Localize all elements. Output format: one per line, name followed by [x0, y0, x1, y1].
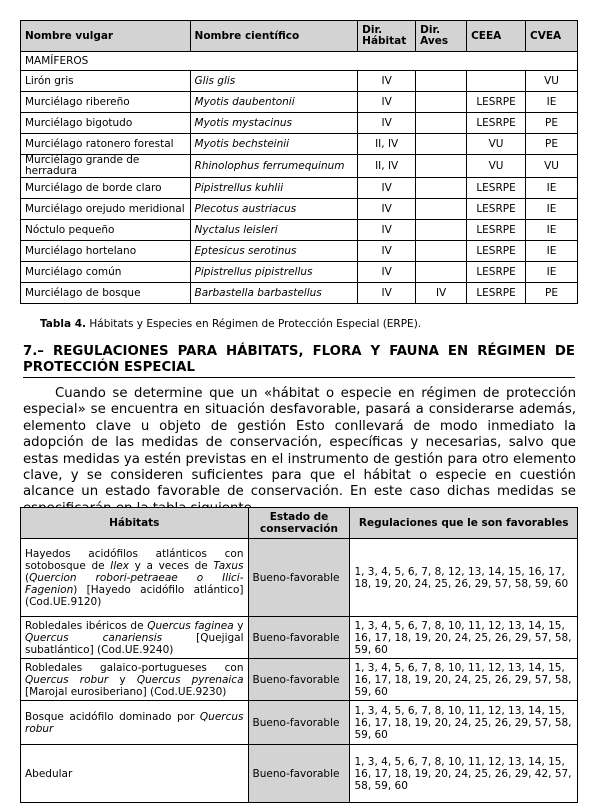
cell-habitat — [21, 659, 249, 701]
header-ceea: CEEA — [467, 21, 526, 52]
cell-nombre-cientifico: Rhinolophus ferrumequinum — [190, 155, 358, 178]
cell-dir-habitat: IV — [358, 283, 416, 304]
cell-dir-habitat: IV — [358, 113, 416, 134]
header-dir-habitat: Dir. Hábitat — [358, 21, 416, 52]
cell-regulaciones: 1, 3, 4, 5, 6, 7, 8, 10, 11, 12, 13, 14, 15, 16, 17, 18, 19, 20, 24, 25, 26, 29, 57, 58, 59, 60 — [350, 659, 578, 701]
table-row — [21, 134, 578, 155]
habitat-text-segment: y — [233, 619, 244, 632]
table-row — [21, 701, 578, 745]
cell-ceea: LESRPE — [467, 283, 526, 304]
cell-dir-habitat: IV — [358, 220, 416, 241]
caption-text: Hábitats y Especies en Régimen de Protección Especial (ERPE). — [86, 318, 422, 330]
cell-cvea: IE — [526, 178, 578, 199]
cell-habitat — [21, 745, 249, 803]
table-row — [21, 155, 578, 178]
section-title: 7.– REGULACIONES PARA HÁBITATS, FLORA Y FAUNA EN RÉGIMEN DE PROTECCIÓN ESPECIAL — [23, 344, 575, 378]
cell-regulaciones: 1, 3, 4, 5, 6, 7, 8, 10, 11, 12, 13, 14, 15, 16, 17, 18, 19, 20, 24, 25, 26, 29, 57, 58, 59, 60 — [350, 701, 578, 745]
table-row — [21, 71, 578, 92]
cell-dir-aves — [416, 155, 467, 178]
table-row — [21, 659, 578, 701]
cell-dir-habitat: II, IV — [358, 134, 416, 155]
cell-estado: Bueno-favorable — [248, 745, 350, 803]
cell-cvea: VU — [526, 71, 578, 92]
cell-regulaciones: 1, 3, 4, 5, 6, 7, 8, 12, 13, 14, 15, 16, 17, 18, 19, 20, 24, 25, 26, 29, 57, 58, 59, 60 — [350, 539, 578, 617]
cell-ceea: LESRPE — [467, 241, 526, 262]
cell-dir-habitat: II, IV — [358, 155, 416, 178]
cell-dir-aves — [416, 199, 467, 220]
header-nombre-cientifico: Nombre científico — [190, 21, 358, 52]
table-row — [21, 92, 578, 113]
habitat-text-segment: y — [108, 673, 137, 686]
table-caption — [40, 318, 421, 330]
cell-nombre-cientifico: Pipistrellus kuhlii — [190, 178, 358, 199]
cell-ceea: LESRPE — [467, 262, 526, 283]
cell-habitat — [21, 617, 249, 659]
habitat-text-segment: Robledales ibéricos de — [25, 619, 148, 632]
habitat-text-segment: Taxus — [213, 559, 244, 572]
cell-cvea: VU — [526, 155, 578, 178]
cell-dir-habitat: IV — [358, 199, 416, 220]
cell-nombre-vulgar: Murciélago de borde claro — [21, 178, 191, 199]
table-row — [21, 220, 578, 241]
cell-dir-habitat: IV — [358, 178, 416, 199]
cell-nombre-cientifico: Nyctalus leisleri — [190, 220, 358, 241]
cell-cvea: IE — [526, 262, 578, 283]
habitat-text-segment: Quercus robur — [25, 710, 244, 735]
cell-nombre-cientifico: Myotis bechsteinii — [190, 134, 358, 155]
cell-dir-aves — [416, 178, 467, 199]
header-cvea: CVEA — [526, 21, 578, 52]
table-row — [21, 283, 578, 304]
cell-nombre-cientifico: Plecotus austriacus — [190, 199, 358, 220]
table-row — [21, 199, 578, 220]
cell-dir-aves — [416, 113, 467, 134]
cell-nombre-cientifico: Barbastella barbastellus — [190, 283, 358, 304]
cell-ceea: LESRPE — [467, 113, 526, 134]
regulations-table — [20, 507, 578, 803]
cell-regulaciones: 1, 3, 4, 5, 6, 7, 8, 10, 11, 12, 13, 14, 15, 16, 17, 18, 19, 20, 24, 25, 26, 29, 57, 58, 59, 60 — [350, 617, 578, 659]
body-paragraph: Cuando se determine que un «hábitat o especie en régimen de protección especial» se encuentra en situación desfavorable, pasará a considerarse además, elemento clave u objeto de gestión Esto conllevará de modo inmediato la adopción de las medidas de conservación, específicas y necesarias, salvo que estas medidas ya estén previstas en el instrumento de gestión para otro elemento clave, y se consideren suficientes para que el hábitat o especie en cuestión alcance un estado favorable de conservación. En este caso dichas medidas se — [23, 386, 576, 500]
caption-label: Tabla 4. — [40, 318, 87, 330]
cell-cvea: IE — [526, 220, 578, 241]
cell-nombre-vulgar: Lirón gris — [21, 71, 191, 92]
cell-habitat — [21, 539, 249, 617]
habitat-text-segment: Quercus pyrenaica — [136, 673, 244, 686]
habitat-text-segment: y a veces de — [128, 559, 214, 572]
habitat-text-segment: Quercus faginea — [147, 619, 234, 632]
header-habitats: Hábitats — [21, 508, 249, 539]
habitat-text-segment: Robledales galaico-portugueses con — [25, 661, 244, 674]
cell-cvea: IE — [526, 92, 578, 113]
table-row — [21, 539, 578, 617]
header-regulaciones: Regulaciones que le son favorables — [350, 508, 578, 539]
cell-dir-aves — [416, 71, 467, 92]
cell-ceea: LESRPE — [467, 92, 526, 113]
regs-header-row — [21, 508, 578, 539]
cell-nombre-vulgar: Murciélago orejudo meridional — [21, 199, 191, 220]
table-row — [21, 745, 578, 803]
cell-ceea — [467, 71, 526, 92]
species-header-row — [21, 21, 578, 52]
cell-dir-aves — [416, 241, 467, 262]
cell-nombre-cientifico: Glis glis — [190, 71, 358, 92]
cell-ceea: LESRPE — [467, 220, 526, 241]
cell-dir-habitat: IV — [358, 241, 416, 262]
cell-habitat — [21, 701, 249, 745]
cell-regulaciones: 1, 3, 4, 5, 6, 7, 8, 10, 11, 12, 13, 14, 15, 16, 17, 18, 19, 20, 24, 25, 26, 29, 42, 57, 58, 59, 60 — [350, 745, 578, 803]
cell-ceea: LESRPE — [467, 178, 526, 199]
habitat-text-segment: Quercus robur — [25, 673, 109, 686]
header-nombre-vulgar: Nombre vulgar — [21, 21, 191, 52]
habitat-text-segment: ) [Hayedo acidófilo atlántico] (Cod.UE.9120) — [25, 583, 244, 608]
table-row — [21, 113, 578, 134]
table-row — [21, 178, 578, 199]
habitat-text-segment: Quercion robori-petraeae o Ilici-Fagenion — [25, 571, 244, 596]
cell-nombre-vulgar: Murciélago bigotudo — [21, 113, 191, 134]
cell-cvea: PE — [526, 113, 578, 134]
cell-nombre-cientifico: Pipistrellus pipistrellus — [190, 262, 358, 283]
cell-nombre-cientifico: Myotis mystacinus — [190, 113, 358, 134]
cell-dir-habitat: IV — [358, 71, 416, 92]
cell-dir-aves — [416, 92, 467, 113]
cell-nombre-cientifico: Myotis daubentonii — [190, 92, 358, 113]
cell-dir-habitat: IV — [358, 92, 416, 113]
cell-cvea: PE — [526, 134, 578, 155]
group-label: MAMÍFEROS — [21, 52, 578, 71]
cell-cvea: IE — [526, 199, 578, 220]
habitat-text-segment: Bosque acidófilo dominado por — [25, 710, 200, 723]
habitat-text-segment: Hayedos acidófilos atlánticos con sotobosque de — [25, 547, 244, 572]
header-dir-aves: Dir. Aves — [416, 21, 467, 52]
cell-nombre-vulgar: Murciélago ribereño — [21, 92, 191, 113]
cell-nombre-vulgar: Nóctulo pequeño — [21, 220, 191, 241]
habitat-text-segment: ( — [25, 571, 30, 584]
table-row — [21, 241, 578, 262]
table-row — [21, 617, 578, 659]
cell-estado: Bueno-favorable — [248, 617, 350, 659]
cell-nombre-cientifico: Eptesicus serotinus — [190, 241, 358, 262]
habitat-text-segment: Ilex — [110, 559, 129, 572]
cell-cvea: PE — [526, 283, 578, 304]
habitat-text-segment: Abedular — [25, 767, 73, 780]
cell-nombre-vulgar: Murciélago común — [21, 262, 191, 283]
group-row — [21, 52, 578, 71]
cell-nombre-vulgar: Murciélago hortelano — [21, 241, 191, 262]
cell-estado: Bueno-favorable — [248, 701, 350, 745]
cell-ceea: VU — [467, 155, 526, 178]
cell-dir-habitat: IV — [358, 262, 416, 283]
habitat-text-segment: Quercus canariensis — [25, 631, 163, 644]
cell-estado: Bueno-favorable — [248, 539, 350, 617]
cell-dir-aves: IV — [416, 283, 467, 304]
cell-dir-aves — [416, 134, 467, 155]
habitat-text-segment: [Marojal eurosiberiano] (Cod.UE.9230) — [25, 685, 227, 698]
cell-ceea: VU — [467, 134, 526, 155]
header-estado: Estado de conservación — [248, 508, 350, 539]
cell-nombre-vulgar: Murciélago grande de herradura — [21, 155, 191, 178]
table-row — [21, 262, 578, 283]
cell-estado: Bueno-favorable — [248, 659, 350, 701]
habitat-text-segment: [Quejigal subatlántico] (Cod.UE.9240) — [25, 631, 244, 656]
cell-cvea: IE — [526, 241, 578, 262]
cell-nombre-vulgar: Murciélago ratonero forestal — [21, 134, 191, 155]
cell-dir-aves — [416, 220, 467, 241]
cell-dir-aves — [416, 262, 467, 283]
species-table — [20, 20, 578, 304]
cell-nombre-vulgar: Murciélago de bosque — [21, 283, 191, 304]
cell-ceea: LESRPE — [467, 199, 526, 220]
